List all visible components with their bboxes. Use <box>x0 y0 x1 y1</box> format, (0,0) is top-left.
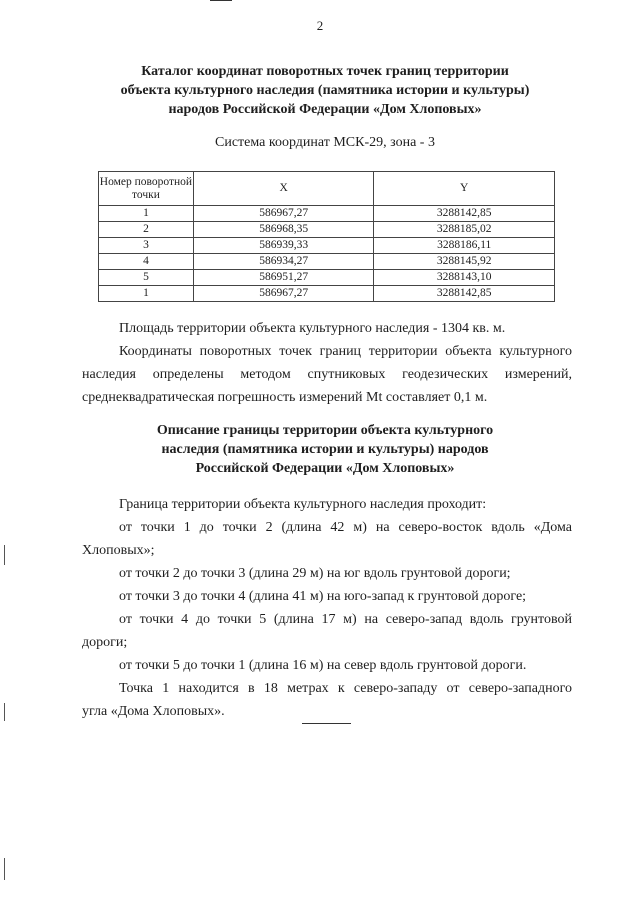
description-title-line: Описание границы территории объекта культурного <box>156 423 494 438</box>
margin-scan-mark <box>4 703 5 721</box>
catalog-title <box>80 62 570 119</box>
coordinates-table <box>98 171 555 302</box>
table-row <box>99 270 555 286</box>
y-cell: 3288142,85 <box>374 286 555 302</box>
segment-text: дороги; <box>82 635 128 650</box>
boundary-description <box>82 493 572 723</box>
y-cell: 3288142,85 <box>374 206 555 222</box>
y-cell: 3288145,92 <box>374 254 555 270</box>
catalog-title-line: объекта культурного наследия (памятника истории и культуры) <box>120 83 530 98</box>
x-cell: 586968,35 <box>193 222 374 238</box>
method-paragraph <box>82 340 572 409</box>
page-number: 2 <box>316 18 324 33</box>
catalog-title-line: Каталог координат поворотных точек границ территории <box>141 64 509 79</box>
segment-text: Хлоповых»; <box>82 543 155 558</box>
method-text-line: Координаты поворотных точек границ территории объекта культурного <box>119 344 572 359</box>
table-row <box>99 238 555 254</box>
header-y: Y <box>374 172 555 206</box>
boundary-intro: Граница территории объекта культурного наследия проходит: <box>119 497 487 512</box>
segment-text: от точки 1 до точки 2 (длина 42 м) на северо-восток вдоль «Дома <box>119 520 572 535</box>
x-cell: 586967,27 <box>193 206 374 222</box>
coordinate-system-label: Система координат МСК-29, зона - 3 <box>215 135 435 150</box>
description-title-line: наследия (памятника истории и культуры) народов <box>161 442 489 457</box>
description-title <box>80 421 570 478</box>
catalog-title-line: народов Российской Федерации «Дом Хлоповых» <box>168 102 482 117</box>
margin-scan-mark <box>4 545 5 565</box>
y-cell: 3288185,02 <box>374 222 555 238</box>
area-text: Площадь территории объекта культурного наследия - 1304 кв. м. <box>119 321 506 336</box>
segment-text: от точки 4 до точки 5 (длина 17 м) на северо-запад вдоль грунтовой <box>119 612 572 627</box>
header-x: X <box>193 172 374 206</box>
x-cell: 586967,27 <box>193 286 374 302</box>
point-number-cell: 3 <box>99 238 194 254</box>
segment-text: от точки 2 до точки 3 (длина 29 м) на юг вдоль грунтовой дороги; <box>119 566 511 581</box>
point-number-cell: 4 <box>99 254 194 270</box>
x-cell: 586939,33 <box>193 238 374 254</box>
segment-text: от точки 3 до точки 4 (длина 41 м) на юго-запад к грунтовой дороге; <box>119 589 527 604</box>
x-cell: 586934,27 <box>193 254 374 270</box>
point-number-cell: 2 <box>99 222 194 238</box>
y-cell: 3288143,10 <box>374 270 555 286</box>
point-number-cell: 1 <box>99 206 194 222</box>
margin-scan-mark <box>4 858 5 880</box>
method-text-line: среднеквадратическая погрешность измерений Mt составляет 0,1 м. <box>82 390 488 405</box>
area-paragraph <box>82 317 572 340</box>
point-number-cell: 1 <box>99 286 194 302</box>
table-row <box>99 222 555 238</box>
table-row <box>99 206 555 222</box>
description-title-line: Российской Федерации «Дом Хлоповых» <box>195 461 455 476</box>
table-row <box>99 286 555 302</box>
top-scan-mark <box>210 0 232 1</box>
y-cell: 3288186,11 <box>374 238 555 254</box>
point-location-line: Точка 1 находится в 18 метрах к северо-западу от северо-западного <box>119 681 572 696</box>
table-row <box>99 254 555 270</box>
end-rule <box>302 723 351 724</box>
header-point-number: Номер поворотной точки <box>99 172 194 206</box>
point-location-line: угла «Дома Хлоповых». <box>82 704 225 719</box>
segment-text: от точки 5 до точки 1 (длина 16 м) на север вдоль грунтовой дороги. <box>119 658 527 673</box>
point-number-cell: 5 <box>99 270 194 286</box>
method-text-line: наследия определены методом спутниковых геодезических измерений, <box>82 367 572 382</box>
table-header-row <box>99 172 555 206</box>
x-cell: 586951,27 <box>193 270 374 286</box>
